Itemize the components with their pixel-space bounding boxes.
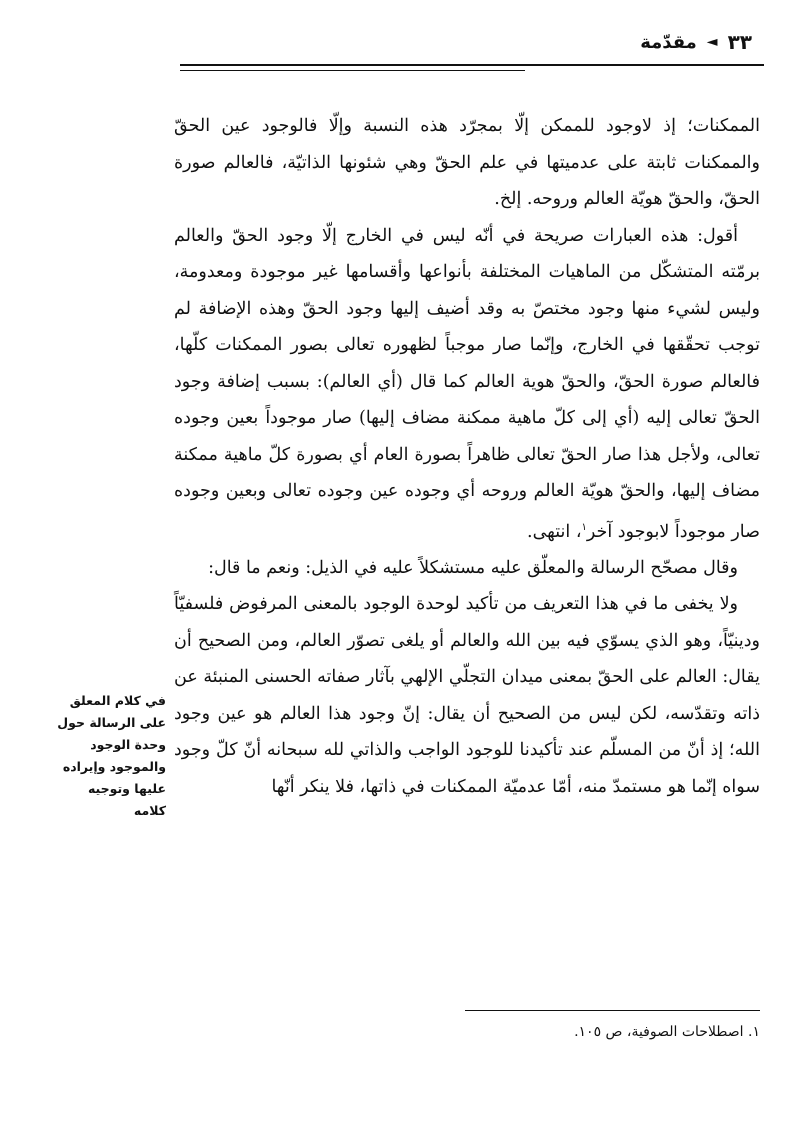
running-header: [60, 28, 752, 56]
commentary-text: أقول: هذه العبارات صريحة في أنّه ليس في الخارج إلّا وجود الحقّ والعالم برمّته المتشكّل من الماهيات المختلفة بأنواعها وأقسامها غير موجودة ومعدومة، وليس لشيء منها وجود مختصّ به وقد أضيف إليها وجود الحقّ وهذه الإضافة لم توجب تحقّقها في الخارج، وإنّما صار موجباً لظهوره تعالى بصور الممكنات كلّها، فالعالم صورة الحقّ، والحقّ هوية العالم كما قال (أي العالم): بسبب إضافة وجود الحقّ تعالى إليه (أي إلى كلّ ماهية ممكنة مضاف إليها) صار موجوداً بعين وجوده تعالى، ولأجل هذا صار الحقّ تعالى ظاهراً بصورة العام أي بصورة كلّ ماهية ممكنة مضاف إليها، والحقّ هويّة العالم وروحه أي وجوده عين وجوده تعالى وبعين وجوده صار موجوداً لابوجود آخر: [174, 225, 760, 542]
quote-paragraph-end: الممكنات؛ إذ لاوجود للممكن إلّا بمجرّد هذه النسبة وإلّا فالوجود عين الحقّ والممكنات ثابتة على عدميتها في علم الحقّ وهي شئونها الذاتيّة، فالعالم صورة الحقّ، والحقّ هويّة العالم وروحه. إلخ.: [174, 116, 760, 209]
header-rule-thin: [180, 70, 525, 71]
margin-note: في كلام المعلق على الرسالة حول وحدة الوجود والموجود وإيراده عليها وتوجيه كلامه: [57, 693, 166, 818]
intro-paragraph: وقال مصحّح الرسالة والمعلّق عليه مستشكلاً عليه في الذيل: ونعم ما قال:: [208, 557, 738, 578]
page-number: ٣٣: [727, 30, 752, 54]
header-rule-thick: [180, 64, 764, 66]
footnote-ref: ١: [581, 521, 587, 533]
header-arrow-icon: ◄: [706, 34, 718, 50]
commentary-paragraph: [174, 218, 760, 550]
footnote: ١. اصطلاحات الصوفية، ص ١٠٥.: [574, 1024, 760, 1040]
main-text: [174, 108, 760, 805]
footnote-rule: [465, 1010, 760, 1011]
quote-paragraph: ولا يخفى ما في هذا التعريف من تأكيد لوحدة الوجود بالمعنى المرفوض فلسفيّاً ودينيّاً، وهو الذي يسوّي فيه بين الله والعالم أو يلغى تصوّر العالم، ومن الصحيح أن يقال: العالم على الحقّ بمعنى ميدان التجلّي الإلهي بآثار صفاته الحسنى المنبئة عن ذاته وتقدّسه، لكن ليس من الصحيح أن يقال: إنّ وجود هذا العالم هو عين وجود الله؛ إذ أنّ من المسلّم عند تأكيدنا للوجود الواجب والذاتي لله سبحانه أنّ كلّ وجود سواه إنّما هو مستمدّ منه، أمّا عدميّة الممكنات في ذاتها، فلا ينكر أنّها: [174, 594, 760, 797]
commentary-end: ، انتهى.: [527, 521, 582, 542]
chapter-title: مقدّمة: [640, 31, 697, 53]
